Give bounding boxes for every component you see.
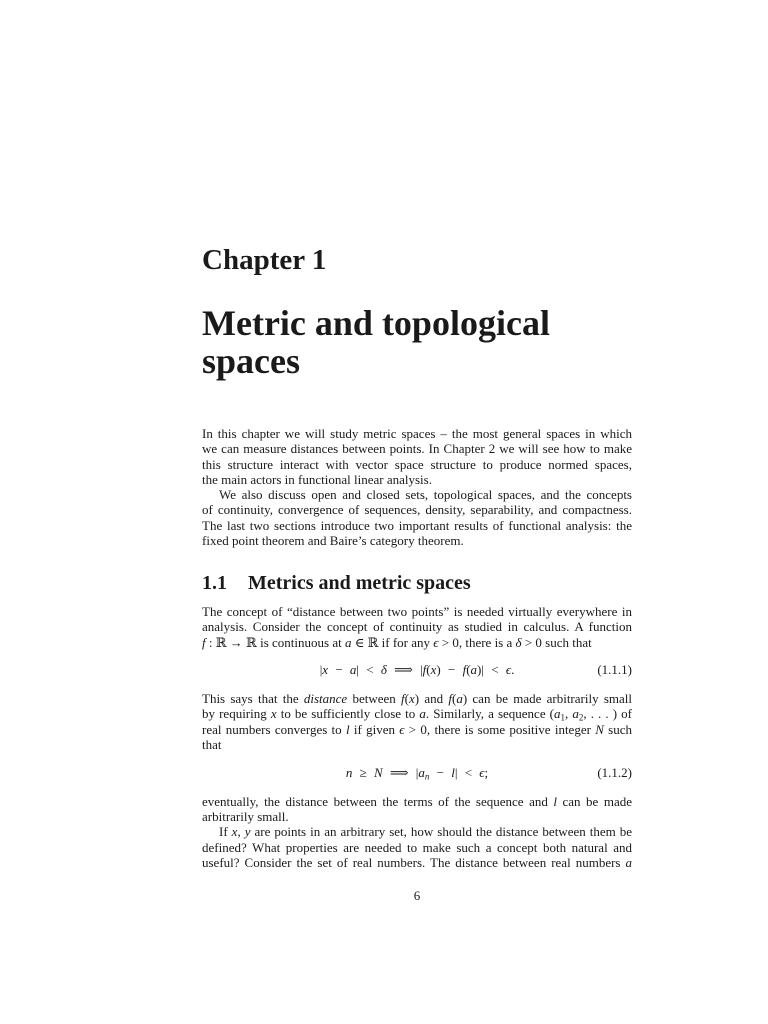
- text-run: between: [347, 691, 402, 707]
- text-run: −: [328, 662, 350, 678]
- text-line: [202, 722, 632, 737]
- italic-run: f: [448, 691, 452, 707]
- text-run: ) can be made arbitrarily small: [462, 691, 632, 707]
- text-run: > 0 such that: [521, 634, 592, 650]
- text-run: : ℝ → ℝ is continuous at: [205, 634, 345, 650]
- italic-run: a: [572, 706, 579, 722]
- chapter-title-line: spaces: [202, 341, 300, 381]
- equation-body: [202, 662, 632, 677]
- paragraph: [202, 691, 632, 752]
- text-line: the main actors in functional linear analysis.: [202, 471, 432, 487]
- italic-run: ϵ: [399, 721, 405, 737]
- text-run: useful? Consider the set of real numbers. The distance between real numbers: [202, 854, 626, 870]
- section-title: Metrics and metric spaces: [248, 572, 471, 594]
- italic-run: a: [554, 706, 561, 722]
- text-line: of continuity, convergence of sequences, density, separability, and compactness.: [202, 502, 632, 518]
- italic-run: l: [553, 793, 557, 809]
- text-line: this structure interact with vector space structure to produce normed spaces,: [202, 456, 632, 472]
- section-heading: [202, 571, 632, 595]
- text-run: |: [319, 662, 323, 678]
- text-line: In this chapter we will study metric spaces – the most general spaces in which: [202, 426, 632, 441]
- text-run: > 0, there is some positive integer: [404, 721, 596, 737]
- text-line: arbitrarily small.: [202, 808, 289, 824]
- text-run: ;: [484, 764, 489, 780]
- italic-run: l: [345, 721, 350, 737]
- italic-run: n: [345, 764, 353, 780]
- text-run: (: [451, 691, 457, 707]
- text-run: | <: [454, 764, 480, 780]
- text-run: This says that the: [202, 691, 304, 707]
- section-number: 1.1: [202, 572, 227, 594]
- text-line: [202, 706, 632, 721]
- display-equation: [202, 765, 632, 780]
- text-run: (: [426, 662, 431, 678]
- text-line: fixed point theorem and Baire’s category theorem.: [202, 533, 464, 549]
- italic-run: ϵ: [433, 634, 439, 650]
- text-run: are points in an arbitrary set, how should the distance between them be: [250, 824, 632, 840]
- italic-run: δ: [515, 634, 522, 650]
- text-line: [202, 635, 632, 650]
- text-run: to be sufficiently close to: [276, 706, 420, 722]
- text-run: ⟹ |: [382, 764, 419, 780]
- page-number: 6: [413, 888, 421, 903]
- text-run: if given: [349, 721, 400, 737]
- text-run: .: [511, 662, 515, 678]
- italic-run: x: [231, 824, 238, 840]
- text-run: (: [404, 691, 409, 707]
- italic-run: ϵ: [505, 662, 512, 678]
- text-run: can be made: [556, 793, 632, 809]
- section-body: [202, 604, 632, 870]
- italic-run: f: [202, 634, 206, 650]
- text-line: We also discuss open and closed sets, topological spaces, and the concepts: [219, 487, 632, 503]
- italic-run: f: [401, 691, 405, 707]
- italic-run: x: [408, 691, 415, 707]
- text-line: defined? What properties are needed to make such a concept both natural and: [202, 839, 632, 855]
- italic-run: a: [344, 634, 352, 650]
- text-line: The last two sections introduce two important results of functional analysis: the: [202, 517, 632, 533]
- italic-run: y: [244, 824, 251, 840]
- italic-run: a: [470, 662, 478, 678]
- italic-run: l: [451, 764, 455, 780]
- equation-body: [202, 765, 632, 780]
- text-run: ) −: [436, 662, 463, 678]
- text-run: ,: [237, 824, 245, 840]
- italic-run: f: [462, 662, 467, 678]
- text-run: such: [603, 721, 633, 737]
- italic-run: a: [349, 662, 357, 678]
- text-run: )| <: [477, 662, 506, 678]
- paragraph: [202, 426, 632, 487]
- italic-run: a: [419, 706, 426, 722]
- chapter-title: [202, 304, 632, 380]
- text-run: (: [466, 662, 471, 678]
- italic-run: x: [322, 662, 329, 678]
- italic-run: a: [456, 691, 463, 707]
- subscript: 2: [578, 712, 584, 723]
- chapter-label: Chapter 1: [202, 244, 327, 276]
- italic-run: f: [422, 662, 427, 678]
- italic-run: δ: [380, 662, 387, 678]
- italic-run: distance: [303, 691, 348, 707]
- text-run: ≥: [352, 764, 374, 780]
- text-run: > 0, there is a: [438, 634, 516, 650]
- text-run: If: [219, 824, 232, 840]
- text-line: analysis. Consider the concept of continuity as studied in calculus. A function: [202, 619, 632, 635]
- italic-run: N: [595, 721, 604, 737]
- text-line: [202, 855, 632, 870]
- text-line: [202, 691, 632, 706]
- text-line: The concept of “distance between two points” is needed virtually everywhere in: [202, 604, 632, 619]
- subscript: n: [424, 771, 430, 782]
- text-line: [202, 824, 632, 839]
- text-run: ∈ ℝ if for any: [351, 634, 434, 650]
- text-run: ) and: [414, 691, 449, 707]
- text-run: . Similarly, a sequence (: [425, 706, 555, 722]
- text-run: real numbers converges to: [202, 721, 346, 737]
- text-line: we can measure distances between points. In Chapter 2 we will see how to make: [202, 441, 632, 457]
- equation-number: (1.1.2): [597, 764, 632, 780]
- text-run: ,: [565, 706, 573, 722]
- paragraph: [202, 604, 632, 650]
- italic-run: N: [373, 764, 383, 780]
- italic-run: x: [430, 662, 437, 678]
- text-run: , . . . ) of: [583, 706, 632, 722]
- chapter-title-line: Metric and topological: [202, 303, 550, 343]
- italic-run: a: [418, 764, 425, 780]
- equation-number: (1.1.1): [597, 662, 632, 678]
- text-run: eventually, the distance between the terms of the sequence and: [202, 793, 554, 809]
- paragraph: [202, 487, 632, 548]
- text-run: −: [429, 764, 452, 780]
- display-equation: [202, 662, 632, 677]
- italic-run: ϵ: [479, 764, 485, 780]
- subscript: 1: [560, 712, 566, 723]
- paragraph: [202, 824, 632, 870]
- text-line: [202, 794, 632, 809]
- paragraph: [202, 794, 632, 825]
- italic-run: x: [270, 706, 277, 722]
- chapter-intro: [202, 426, 632, 548]
- text-line: that: [202, 737, 222, 753]
- italic-run: a: [625, 854, 632, 870]
- text-run: ⟹ |: [386, 662, 423, 678]
- text-run: by requiring: [202, 706, 271, 722]
- text-run: | <: [356, 662, 381, 678]
